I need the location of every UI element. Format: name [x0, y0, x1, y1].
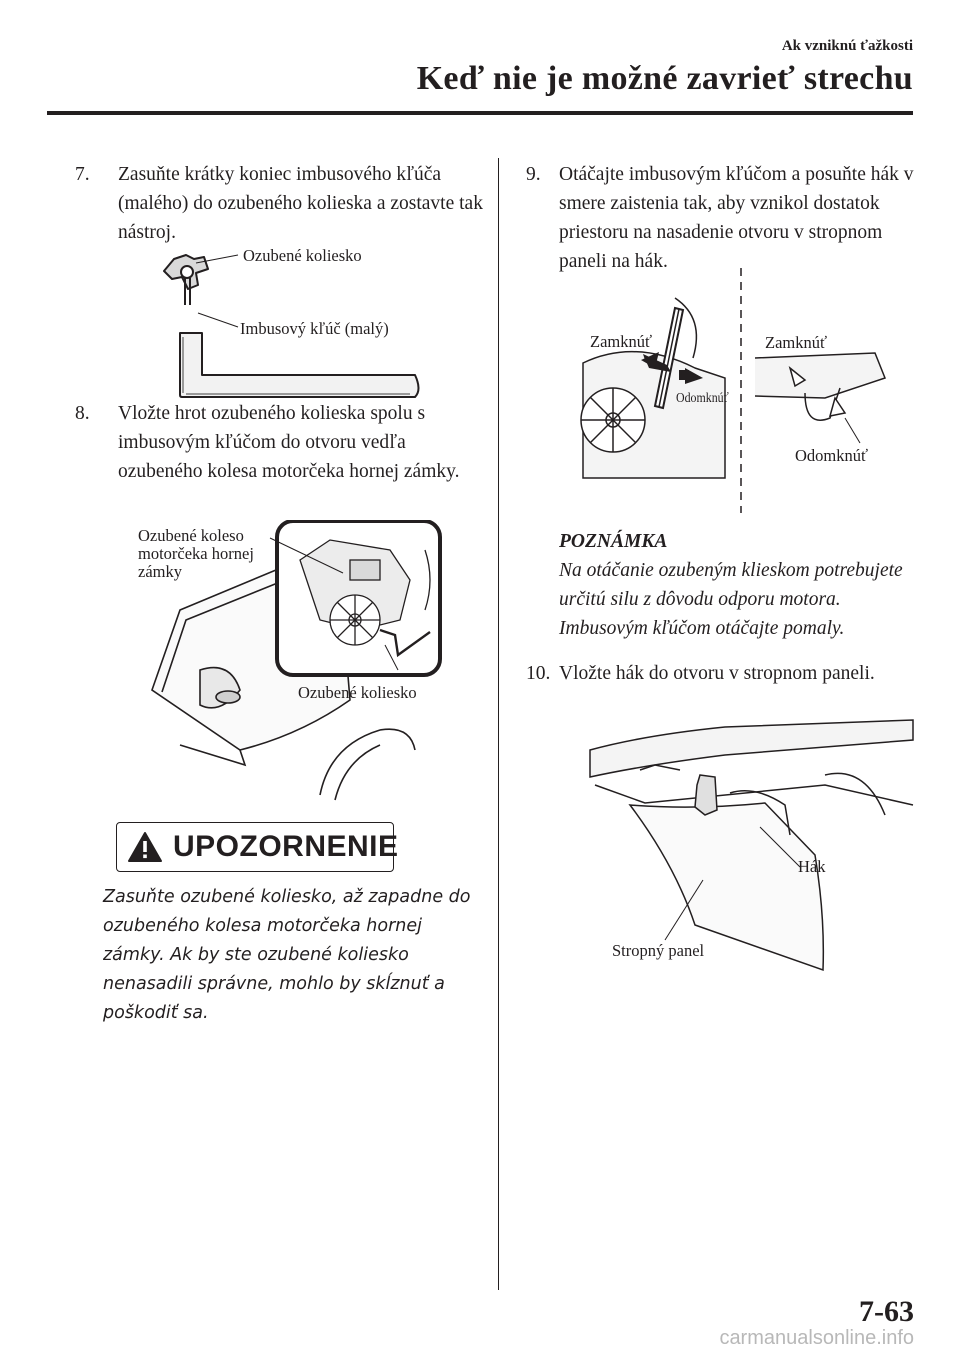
label-lock-left: Zamknúť — [590, 332, 653, 351]
step-number: 8. — [75, 403, 90, 424]
step-text: Vložte hák do otvoru v stropnom paneli. — [559, 663, 875, 684]
label-hex-key-small: Imbusový kľúč (malý) — [240, 319, 389, 338]
step-text: Vložte hrot ozubeného kolieska spolu s imbusovým kľúčom do otvoru vedľa ozubeného kolesa motorčeka hornej zámky. — [118, 403, 460, 482]
section-title: Ak vzniknú ťažkosti — [781, 38, 913, 54]
label-motor-gear-2: motorčeka hornej — [138, 544, 254, 563]
label-gear: Ozubené koliesko — [298, 683, 417, 702]
note-title: POZNÁMKA — [559, 531, 668, 552]
label-motor-gear-3: zámky — [138, 562, 182, 581]
column-divider — [498, 158, 499, 1290]
label-gear: Ozubené koliesko — [243, 246, 362, 265]
label-unlock-right: Odomknúť — [795, 446, 869, 465]
step-number: 10. — [526, 663, 551, 684]
figure-lock-unlock-direction — [575, 268, 895, 513]
step-text: Zasuňte krátky koniec imbusového kľúča (malého) do ozubeného kolieska a zostavte tak nástroj. — [118, 164, 483, 243]
step-number: 9. — [526, 164, 541, 185]
label-motor-gear-1: Ozubené koleso — [138, 526, 244, 545]
label-unlock-left: Odomknúť — [676, 391, 729, 406]
step-7 — [75, 160, 485, 247]
header-rule — [47, 111, 913, 115]
label-hook: Hák — [798, 857, 826, 876]
note-text: Na otáčanie ozubeným klieskom potrebujete určitú silu z dôvodu odporu motora. Imbusovým kľúčom otáčajte pomaly. — [559, 560, 903, 639]
warning-triangle-icon — [127, 831, 163, 863]
watermark: carmanualsonline.info — [719, 1327, 914, 1349]
caution-box — [116, 822, 399, 872]
note — [559, 527, 919, 643]
caution-label: UPOZORNENIE — [173, 830, 399, 863]
page-number: 7-63 — [859, 1295, 914, 1328]
step-10 — [526, 659, 921, 688]
step-text: Otáčajte imbusovým kľúčom a posuňte hák v smere zaistenia tak, aby vznikol dostatok priestoru na nasadenie otvoru v stropnom paneli na hák. — [559, 164, 914, 272]
step-number: 7. — [75, 164, 90, 185]
label-roof-panel: Stropný panel — [612, 941, 705, 960]
caution-text: Zasuňte ozubené koliesko, až zapadne do ozubeného kolesa motorčeka hornej zámky. Ak by ste ozubené koliesko nenasadili správne, mohlo by skĺznuť a poškodiť sa. — [103, 887, 471, 1023]
step-9 — [526, 160, 921, 276]
page-title: Keď nie je možné zavrieť strechu — [416, 60, 913, 97]
step-8 — [75, 399, 485, 486]
label-lock-right: Zamknúť — [765, 333, 828, 352]
